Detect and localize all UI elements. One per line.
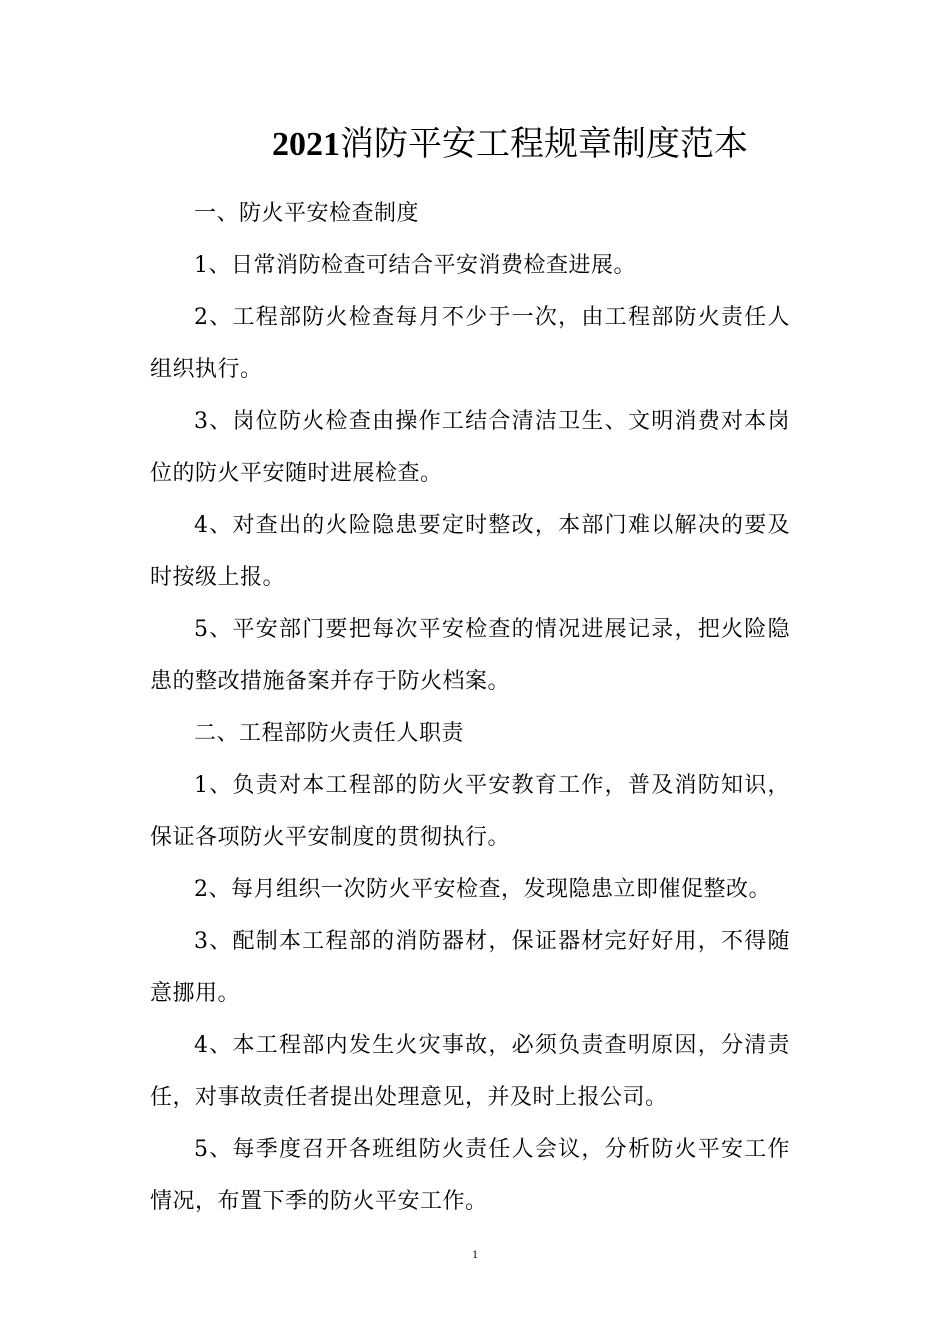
title-year: 2021 <box>272 126 340 163</box>
document-title <box>0 118 950 171</box>
title-text: 消防平安工程规章制度范本 <box>340 124 748 164</box>
paragraph: 4、本工程部内发生火灾事故，必须负责查明原因，分清责任，对事故责任者提出处理意见，并及时上报公司。 <box>150 1033 790 1110</box>
document-body <box>150 188 790 1228</box>
paragraph: 3、配制本工程部的消防器材，保证器材完好好用，不得随意挪用。 <box>150 929 790 1006</box>
page-number: 1 <box>472 1247 478 1261</box>
section-heading-2: 二、工程部防火责任人职责 <box>194 721 465 746</box>
paragraph: 2、每月组织一次防火平安检查，发现隐患立即催促整改。 <box>194 877 771 902</box>
paragraph: 5、平安部门要把每次平安检查的情况进展记录，把火险隐患的整改措施备案并存于防火档案。 <box>150 617 790 694</box>
paragraph: 4、对查出的火险隐患要定时整改，本部门难以解决的要及时按级上报。 <box>150 513 790 590</box>
paragraph: 3、岗位防火检查由操作工结合清洁卫生、文明消费对本岗位的防火平安随时进展检查。 <box>150 409 790 486</box>
section-heading-1: 一、防火平安检查制度 <box>194 201 420 226</box>
paragraph: 2、工程部防火检查每月不少于一次，由工程部防火责任人组织执行。 <box>150 305 790 382</box>
paragraph: 1、负责对本工程部的防火平安教育工作，普及消防知识，保证各项防火平安制度的贯彻执行。 <box>150 773 790 850</box>
paragraph: 1、日常消防检查可结合平安消费检查进展。 <box>194 253 636 278</box>
paragraph: 5、每季度召开各班组防火责任人会议，分析防火平安工作情况，布置下季的防火平安工作。 <box>150 1137 790 1214</box>
